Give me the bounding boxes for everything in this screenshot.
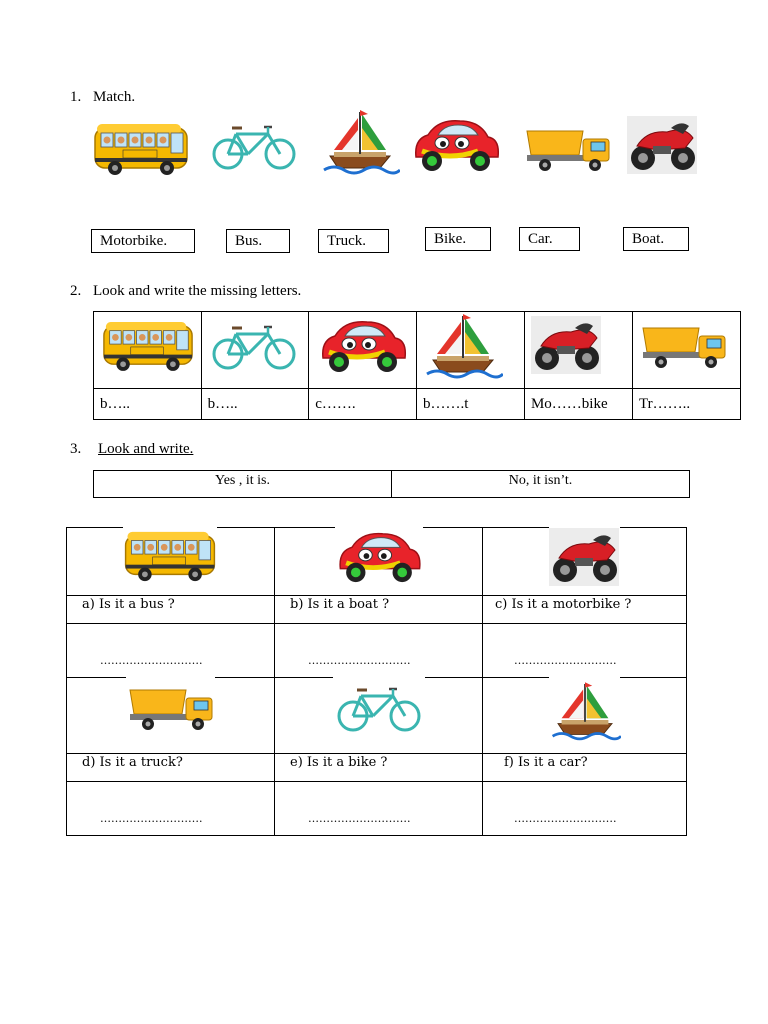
word-box-motorbike[interactable]: Motorbike. xyxy=(91,229,195,253)
bike-image[interactable] xyxy=(210,122,298,172)
question-f: f) Is it a car? xyxy=(504,755,588,770)
word-box-truck[interactable]: Truck. xyxy=(318,229,389,253)
boat-image xyxy=(423,312,503,380)
answer-yes: Yes , it is. xyxy=(215,473,270,488)
question-d: d) Is it a truck? xyxy=(82,755,183,770)
boat-image xyxy=(549,678,621,744)
grid-border xyxy=(66,781,687,782)
grid-border xyxy=(66,835,687,836)
missing-letters-cell[interactable]: b….. xyxy=(201,389,309,420)
question-c: c) Is it a motorbike ? xyxy=(495,597,632,612)
section-3-number: 3. xyxy=(70,441,82,457)
missing-letters-cell[interactable]: b….. xyxy=(94,389,202,420)
bus-image[interactable] xyxy=(93,120,189,178)
missing-letters-cell[interactable]: Tr…….. xyxy=(632,389,740,420)
word-box-bike[interactable]: Bike. xyxy=(425,227,491,251)
question-b: b) Is it a boat ? xyxy=(290,597,390,612)
grid-border xyxy=(274,527,275,836)
bike-image xyxy=(335,684,423,734)
grid-border xyxy=(425,677,549,678)
answer-options-box xyxy=(93,470,690,498)
motorbike-image xyxy=(531,316,601,374)
grid-border xyxy=(217,527,335,528)
grid-border xyxy=(66,527,67,836)
truck-image[interactable] xyxy=(525,125,611,173)
grid-border xyxy=(66,623,687,624)
grid-border xyxy=(423,527,549,528)
bus-image xyxy=(102,318,194,374)
word-box-boat[interactable]: Boat. xyxy=(623,227,689,251)
answer-no: No, it isn’t. xyxy=(391,471,689,497)
missing-letters-cell[interactable]: c……. xyxy=(309,389,417,420)
answer-blank-e[interactable]: ………………………. xyxy=(308,812,411,825)
section-1-title: Match. xyxy=(93,89,136,105)
bike-image xyxy=(210,322,298,372)
missing-letters-pic-motorbike xyxy=(524,312,632,389)
section-1-number: 1. xyxy=(70,89,82,105)
word-box-bus[interactable]: Bus. xyxy=(226,229,290,253)
truck-image xyxy=(641,322,727,370)
grid-border xyxy=(686,527,687,836)
section-2-title: Look and write the missing letters. xyxy=(93,283,302,299)
car-image xyxy=(317,316,409,376)
question-a: a) Is it a bus ? xyxy=(82,597,175,612)
answer-blank-c[interactable]: ………………………. xyxy=(514,654,617,667)
answer-blank-f[interactable]: ………………………. xyxy=(514,812,617,825)
word-box-car[interactable]: Car. xyxy=(519,227,580,251)
missing-letters-table xyxy=(93,311,741,420)
motorbike-image xyxy=(549,528,619,586)
answer-blank-b[interactable]: ………………………. xyxy=(308,654,411,667)
grid-border xyxy=(66,677,126,678)
grid-border xyxy=(620,527,687,528)
missing-letters-cell[interactable]: b…….t xyxy=(417,389,525,420)
grid-border xyxy=(620,677,687,678)
missing-letters-cell[interactable]: Mo……bike xyxy=(524,389,632,420)
motorbike-image[interactable] xyxy=(627,116,697,174)
section-2-number: 2. xyxy=(70,283,82,299)
grid-border xyxy=(66,527,123,528)
answer-blank-d[interactable]: ………………………. xyxy=(100,812,203,825)
grid-border xyxy=(482,527,483,836)
section-3-title: Look and write. xyxy=(98,441,194,457)
missing-letters-pic-car xyxy=(309,312,417,389)
missing-letters-pic-bus xyxy=(94,312,202,389)
car-image xyxy=(334,528,424,586)
grid-border xyxy=(66,753,687,754)
grid-border xyxy=(66,595,687,596)
car-image[interactable] xyxy=(410,115,502,175)
boat-image[interactable] xyxy=(320,108,400,176)
answer-blank-a[interactable]: ………………………. xyxy=(100,654,203,667)
truck-image xyxy=(128,684,214,732)
question-e: e) Is it a bike ? xyxy=(290,755,388,770)
missing-letters-pic-bike xyxy=(201,312,309,389)
bus-image xyxy=(123,528,217,584)
missing-letters-pic-truck xyxy=(632,312,740,389)
missing-letters-pic-boat xyxy=(417,312,525,389)
